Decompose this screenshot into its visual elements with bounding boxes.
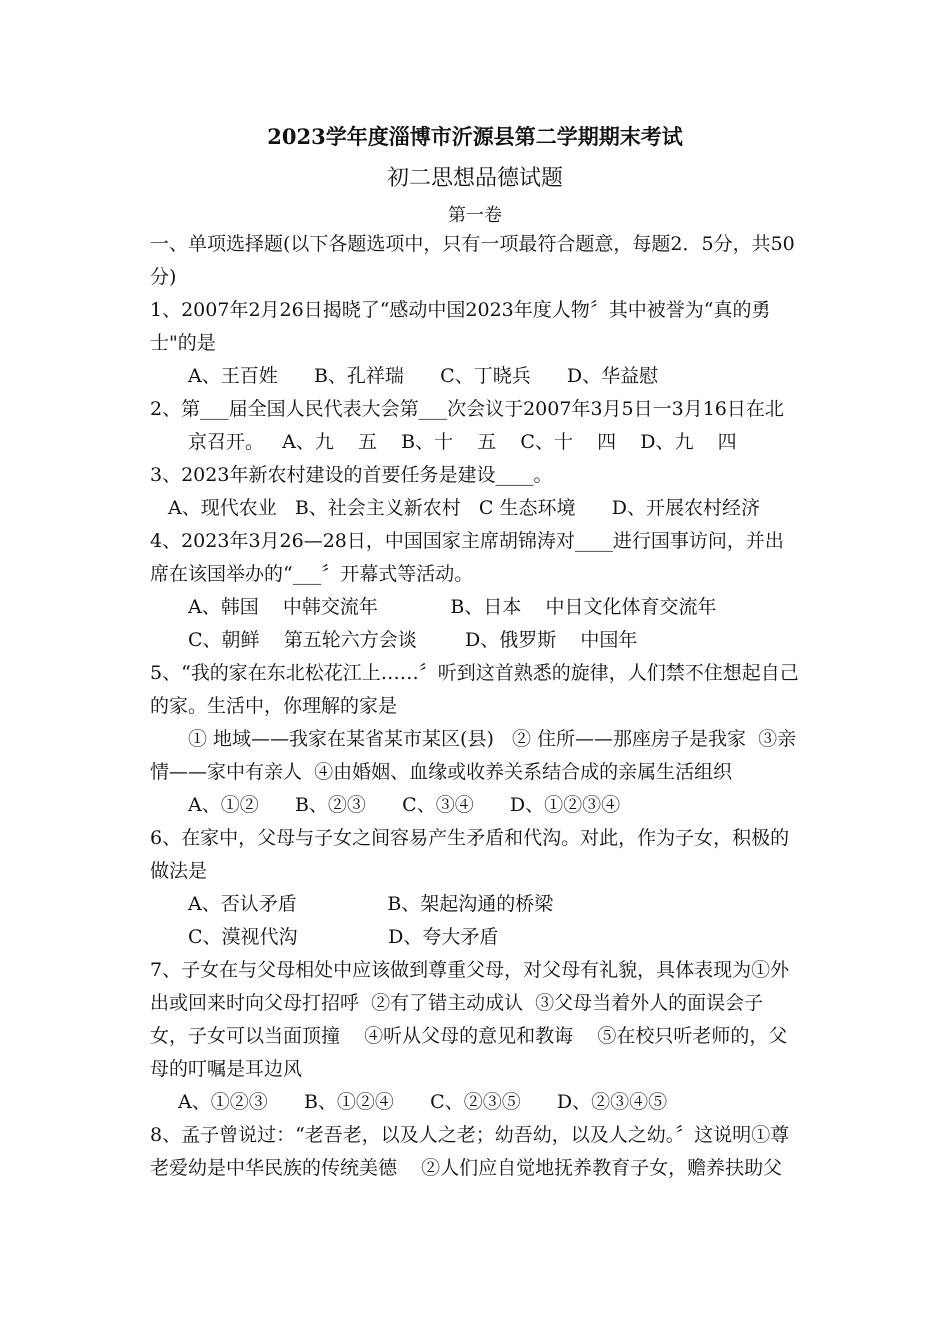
question-1-text-cont: 士"的是 xyxy=(150,332,216,354)
question-6-text: 6、在家中，父母与子女之间容易产生矛盾和代沟。对此，作为子女，积极的 xyxy=(150,827,790,849)
question-2-text: 2、第___届全国人民代表大会第___次会议于2007年3月5日一3月16日在北 xyxy=(150,398,784,420)
question-5-options: A、①② B、②③ C、③④ D、①②③④ xyxy=(188,794,621,816)
question-7-text-cont: 女，子女可以当面顶撞 ④听从父母的意见和教诲 ⑤在校只听老师的，父 xyxy=(150,1025,788,1047)
exam-title: 2023学年度淄博市沂源县第二学期期末考试 xyxy=(267,124,683,149)
question-6-options-ab: A、否认矛盾 B、架起沟通的桥梁 xyxy=(188,893,554,915)
question-1-text: 1、2007年2月26日揭晓了“感动中国2023年度人物〞其中被誉为“真的勇 xyxy=(150,299,771,321)
question-5-statements: ① 地域——我家在某省某市某区(县) ② 住所——那座房子是我家 ③亲 xyxy=(188,728,797,750)
question-8-text: 8、孟子曾说过：“老吾老，以及人之老；幼吾幼，以及人之幼。〞这说明①尊 xyxy=(150,1124,790,1146)
volume-label: 第一卷 xyxy=(448,205,502,226)
question-7-options: A、①②③ B、①②④ C、②③⑤ D、②③④⑤ xyxy=(178,1091,668,1113)
question-5-statements-cont: 情——家中有亲人 ④由婚姻、血缘或收养关系结合成的亲属生活组织 xyxy=(150,761,733,783)
question-5-text: 5、“我的家在东北松花江上……〞听到这首熟悉的旋律，人们禁不住想起自己 xyxy=(150,662,799,684)
question-1-options: A、王百姓 B、孔祥瑞 C、丁晓兵 D、华益慰 xyxy=(188,365,659,387)
question-6-options-cd: C、漠视代沟 D、夸大矛盾 xyxy=(188,926,499,948)
question-4-options-ab: A、韩国 中韩交流年 B、日本 中日文化体育交流年 xyxy=(188,596,717,618)
question-7-text: 7、子女在与父母相处中应该做到尊重父母，对父母有礼貌，具体表现为①外 xyxy=(150,959,790,981)
question-7-text-cont: 出或回来时向父母打招呼 ②有了错主动成认 ③父母当着外人的面误会子 xyxy=(150,992,764,1014)
question-3-text: 3、2023年新农村建设的首要任务是建设____。 xyxy=(150,464,553,486)
exam-subtitle: 初二思想品德试题 xyxy=(386,166,563,191)
question-7-text-cont: 母的叮嘱是耳边风 xyxy=(150,1058,303,1080)
question-4-text: 4、2023年3月26—28日，中国国家主席胡锦涛对____进行国事访问，并出 xyxy=(150,530,784,552)
question-3-options: A、现代农业 B、社会主义新农村 C 生态环境 D、开展农村经济 xyxy=(168,497,760,519)
question-5-text-cont: 的家。生活中，你理解的家是 xyxy=(150,695,398,717)
question-8-text-cont: 老爱幼是中华民族的传统美德 ②人们应自觉地抚养教育子女，赡养扶助父 xyxy=(150,1157,783,1179)
question-6-text-cont: 做法是 xyxy=(150,860,208,882)
section-heading-cont: 分) xyxy=(150,266,177,288)
question-4-options-cd: C、朝鲜 第五轮六方会谈 D、俄罗斯 中国年 xyxy=(188,629,638,651)
section-heading: 一、单项选择题(以下各题选项中，只有一项最符合题意，每题2．5分，共50 xyxy=(150,233,795,255)
question-4-text-cont: 席在该国举办的“___〞开幕式等活动。 xyxy=(150,563,474,585)
question-2-options: 京召开。 A、九 五 B、十 五 C、十 四 D、九 四 xyxy=(188,431,737,453)
